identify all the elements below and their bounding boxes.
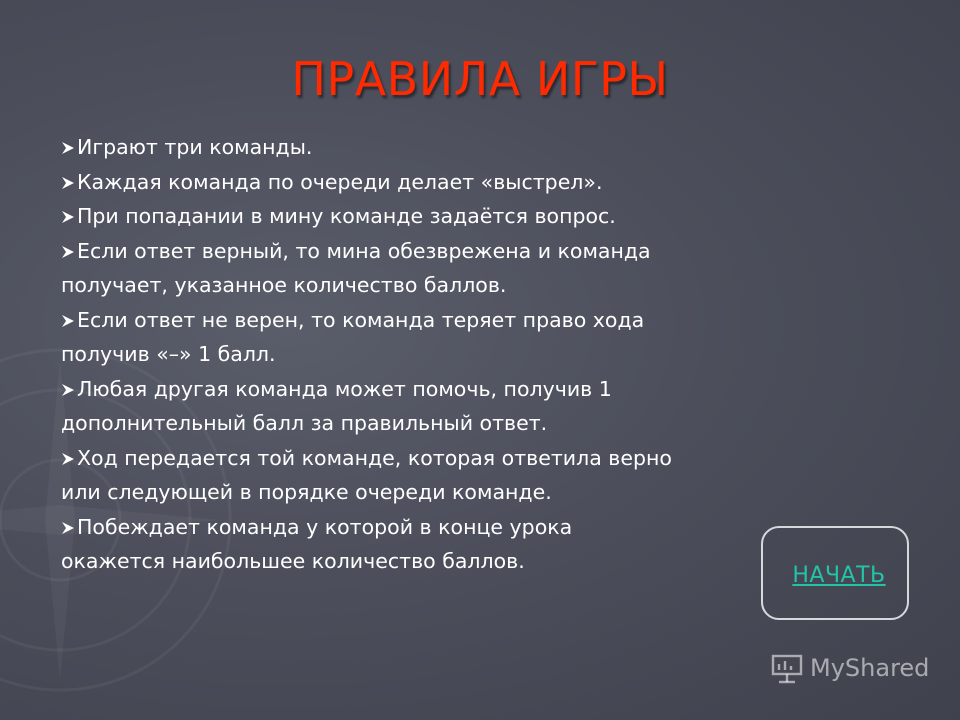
arrowhead-bullet-icon [61, 210, 75, 224]
rule-text: Если ответ не верен, то команда теряет право хода [77, 307, 645, 332]
rule-text: При попадании в мину команде задаётся вопрос. [77, 204, 616, 228]
rule-text: Ход передается той команде, которая ответила верно [77, 445, 672, 470]
rule-text: Играют три команды. [77, 135, 313, 159]
watermark-text: MyShared [810, 654, 930, 682]
arrowhead-bullet-icon [61, 245, 75, 259]
rule-item [61, 441, 821, 510]
rule-item [61, 372, 821, 441]
start-link[interactable]: НАЧАТЬ [792, 562, 886, 588]
rule-text: Если ответ верный, то мина обезврежена и команда [77, 238, 651, 263]
rule-text: Каждая команда по очереди делает «выстрел». [77, 169, 603, 194]
arrowhead-bullet-icon [61, 383, 75, 397]
arrowhead-bullet-icon [61, 452, 75, 466]
rule-item [61, 199, 821, 234]
rule-text: Любая другая команда может помочь, получив 1 [77, 376, 612, 401]
rule-item [61, 510, 821, 579]
rule-text: получает, указанное количество баллов. [61, 273, 507, 297]
arrowhead-bullet-icon [61, 521, 75, 535]
rule-text: получив «–» 1 балл. [61, 342, 276, 366]
watermark [770, 652, 929, 684]
rule-text: Побеждает команда у которой в конце урока [77, 514, 573, 539]
arrowhead-bullet-icon [61, 314, 75, 328]
arrowhead-bullet-icon [61, 176, 75, 190]
rule-item [61, 130, 821, 165]
presentation-board-icon [770, 652, 806, 684]
rule-text: или следующей в порядке очереди команде. [61, 480, 552, 504]
start-button[interactable] [761, 526, 909, 620]
rule-text: окажется наибольшее количество баллов. [61, 549, 525, 573]
rule-item [61, 165, 821, 200]
slide-title: ПРАВИЛА ИГРЫ [291, 52, 669, 106]
arrowhead-bullet-icon [61, 141, 75, 155]
rule-item [61, 303, 821, 372]
rules-list [61, 130, 821, 579]
rule-text: дополнительный балл за правильный ответ. [61, 411, 548, 435]
rule-item [61, 234, 821, 303]
